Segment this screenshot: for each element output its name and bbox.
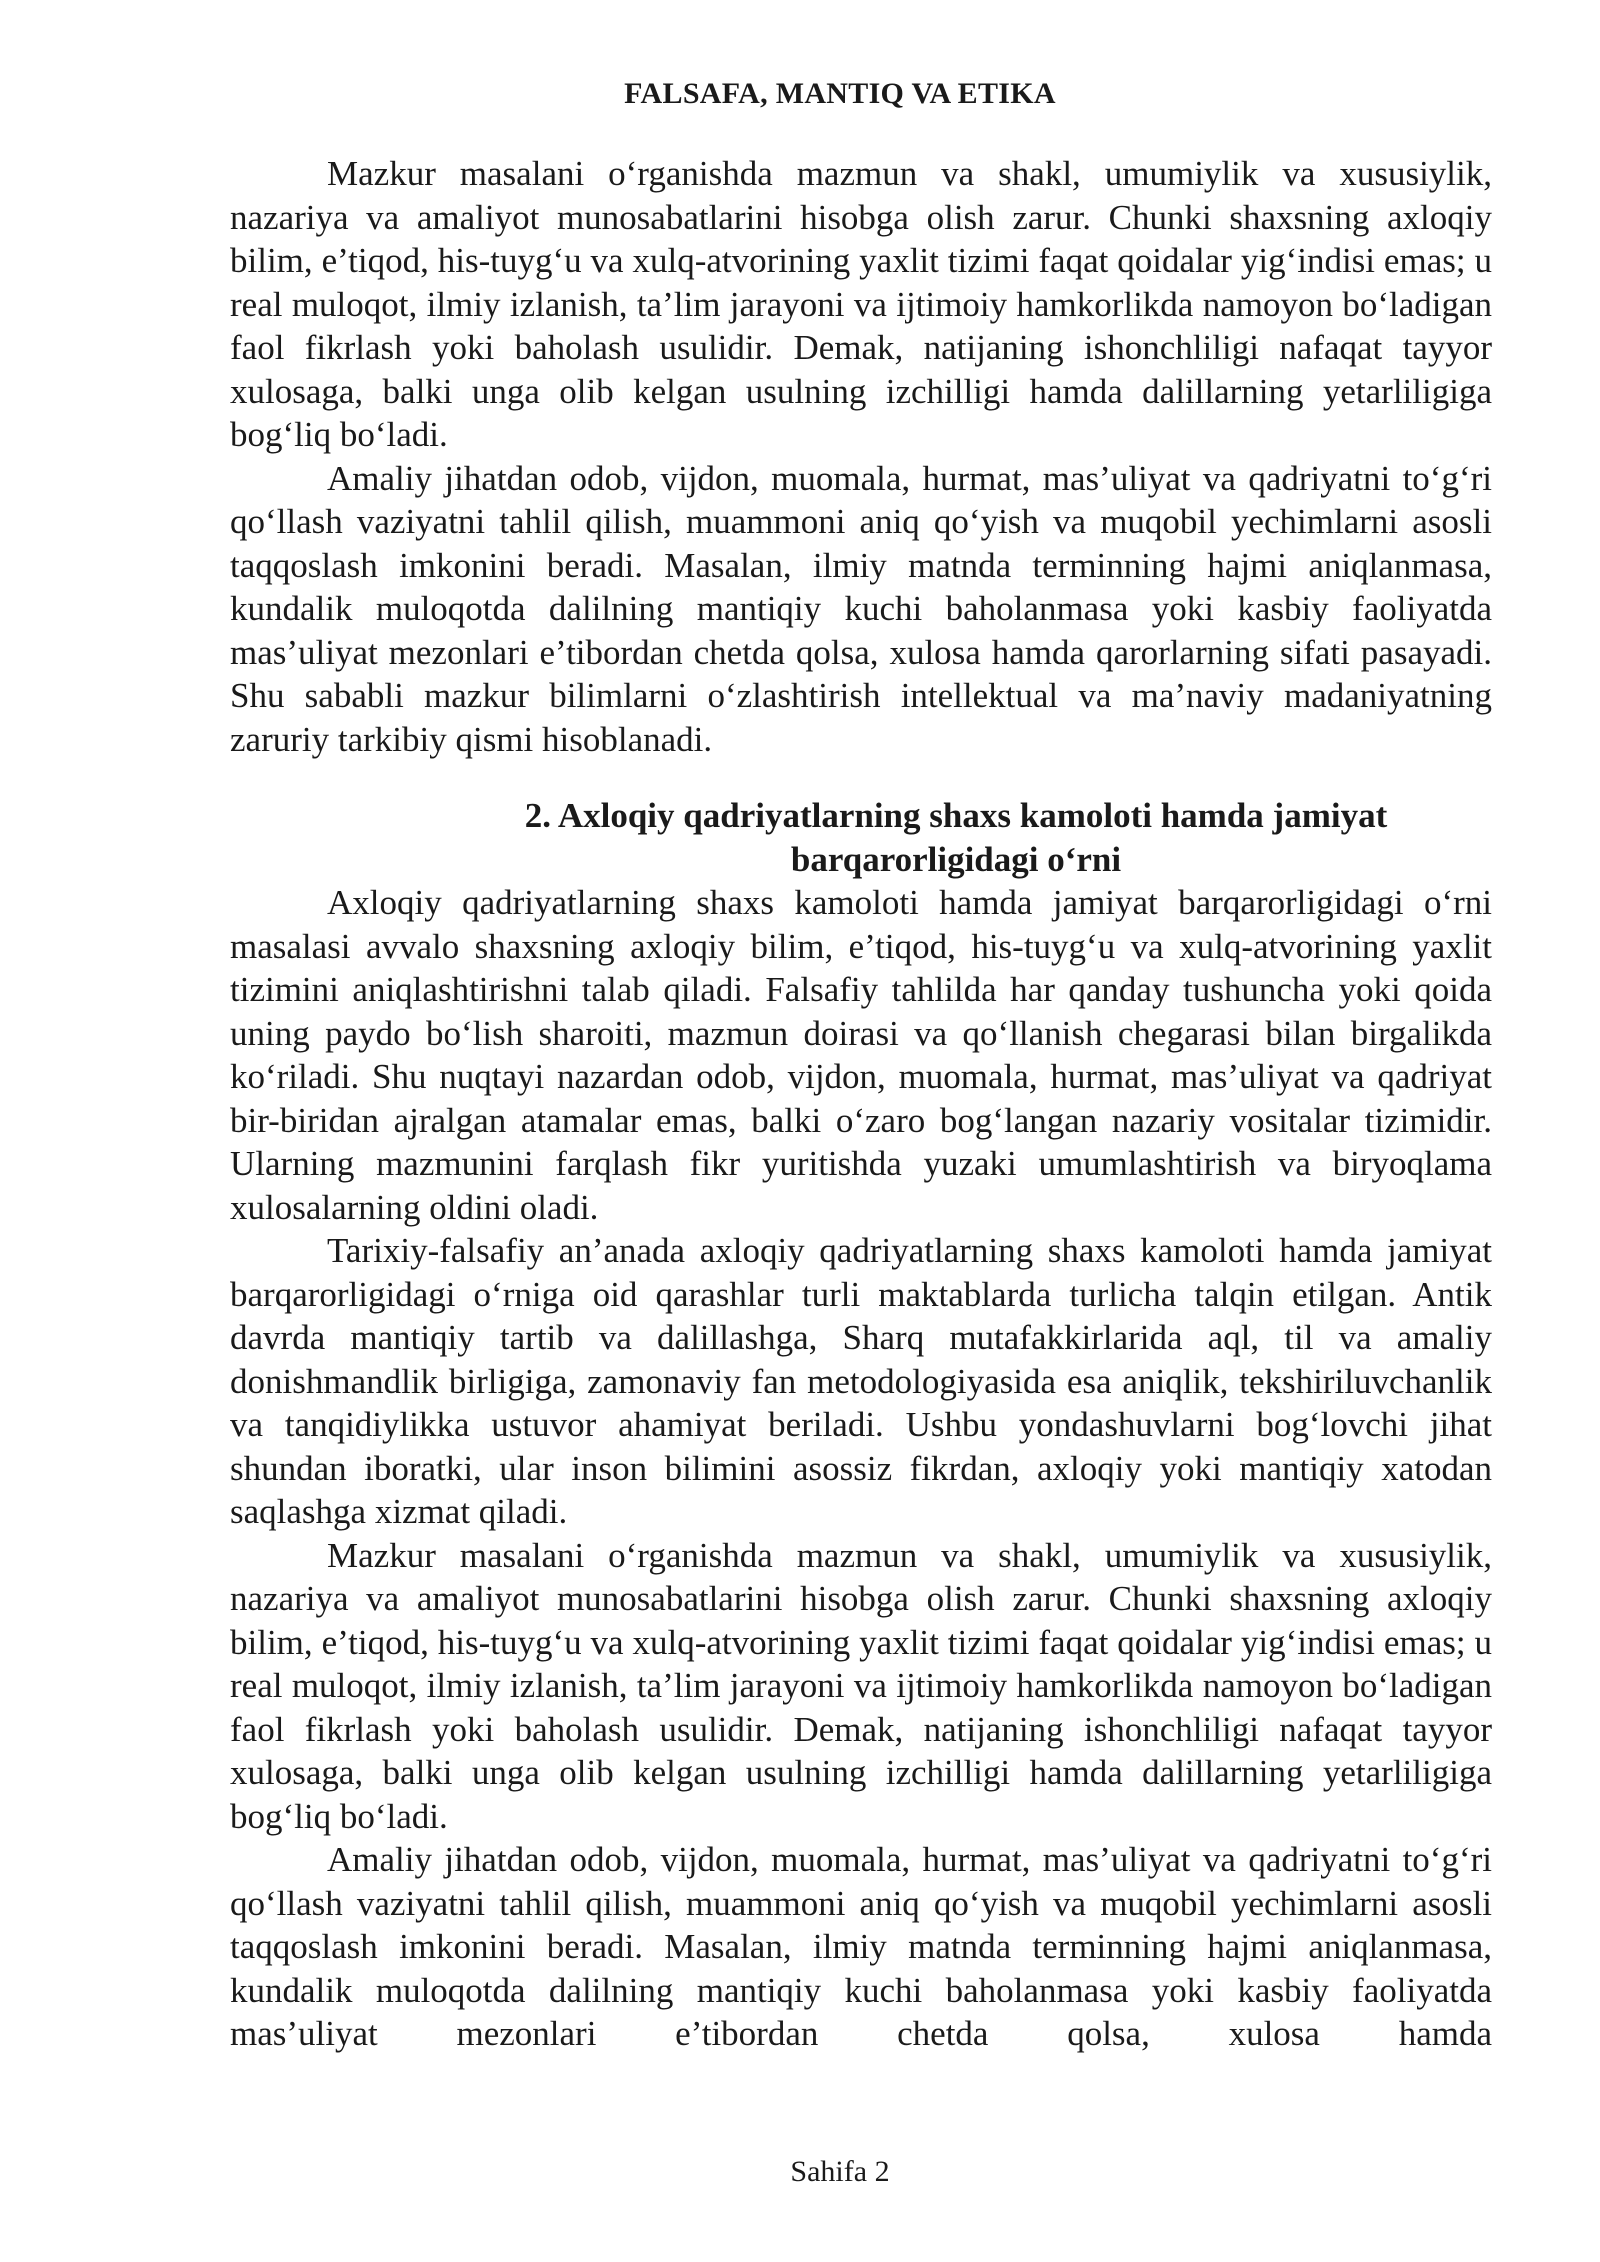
section-heading-line: 2. Axloqiy qadriyatlarning shaxs kamoloti hamda jamiyat — [524, 796, 1388, 835]
section-heading-line: barqarorligidagi o‘rni — [790, 839, 1122, 879]
paragraph: Tarixiy-falsafiy an’anada axloqiy qadriyatlarning shaxs kamoloti hamda jamiyat barqarorligidagi o‘rniga oid qarashlar turli maktablarda turlicha talqin etilgan. Antik davrda mantiqiy tartib va dalillashga, Sharq mutafakkirlarida aql, til va amaliy donishmandlik birligiga, zamonaviy fan metodologiyasida esa aniqlik, tekshiriluvchanlik va tanqidiylikka ustuvor ahamiyat beriladi. Ushbu yondashuvlarni bog‘lovchi jihat shundan iboratki, ular inson bilimini asossiz fikrdan, axloqiy yoki mantiqiy xatodan saqlashga xizmat qiladi. — [230, 1231, 1492, 1531]
running-header: FALSAFA, MANTIQ VA ETIKA — [624, 77, 1056, 110]
paragraph: Mazkur masalani o‘rganishda mazmun va shakl, umumiylik va xususiylik, nazariya va amaliyot munosabatlarini hisobga olish zarur. Chunki shaxsning axloqiy bilim, e’tiqod, his-tuyg‘u va xulq-atvorining yaxlit tizimi faqat qoidalar yig‘indisi emas; u real muloqot, ilmiy izlanish, ta’lim jarayoni va ijtimoiy hamkorlikda namoyon bo‘ladigan faol fikrlash yoki baholash usulidir. Demak, natijaning ishonchliligi nafaqat tayyor xulosaga, balki unga olib kelgan usulning izchilligi hamda dalillarning yetarliligiga bog‘liq bo‘ladi. — [230, 1535, 1492, 1836]
page-number: Sahifa 2 — [790, 2155, 890, 2188]
paragraph: Axloqiy qadriyatlarning shaxs kamoloti hamda jamiyat barqarorligidagi o‘rni masalasi avvalo shaxsning axloqiy bilim, e’tiqod, his-tuyg‘u va xulq-atvorining yaxlit tizimini aniqlashtirishni talab qiladi. Falsafiy tahlilda har qanday tushuncha yoki qoida uning paydo bo‘lish sharoiti, mazmun doirasi va qo‘llanish chegarasi bilan birgalikda ko‘riladi. Shu nuqtayi nazardan odob, vijdon, muomala, hurmat, mas’uliyat va qadriyat bir-biridan ajralgan atamalar emas, balki o‘zaro bog‘langan nazariy vositalar tizimidir. Ularning mazmunini farqlash fikr yuritishda yuzaki umumlashtirish va biryoqlama xulosalarning oldini oladi. — [230, 883, 1492, 1227]
section-heading — [230, 794, 1492, 881]
paragraph: Amaliy jihatdan odob, vijdon, muomala, hurmat, mas’uliyat va qadriyatni to‘g‘ri qo‘llash vaziyatni tahlil qilish, muammoni aniq qo‘yish va muqobil yechimlarni asosli taqqoslash imkonini beradi. Masalan, ilmiy matnda terminning hajmi aniqlanmasa, kundalik muloqotda dalilning mantiqiy kuchi baholanmasa yoki kasbiy faoliyatda mas’uliyat mezonlari e’tibordan chetda qolsa, xulosa hamda qarorlarning sifati pasayadi. Shu sababli mazkur bilimlarni o‘zlashtirish intellektual va ma’naviy madaniyatning zaruriy tarkibiy qismi hisoblanadi. — [230, 458, 1492, 759]
page-body — [230, 152, 1492, 2056]
paragraph: Amaliy jihatdan odob, vijdon, muomala, hurmat, mas’uliyat va qadriyatni to‘g‘ri qo‘llash vaziyatni tahlil qilish, muammoni aniq qo‘yish va muqobil yechimlarni asosli taqqoslash imkonini beradi. Masalan, ilmiy matnda terminning hajmi aniqlanmasa, kundalik muloqotda dalilning mantiqiy kuchi baholanmasa yoki kasbiy faoliyatda mas’uliyat mezonlari e’tibordan chetda qolsa, xulosa hamda — [230, 1840, 1492, 2053]
paragraph: Mazkur masalani o‘rganishda mazmun va shakl, umumiylik va xususiylik, nazariya va amaliyot munosabatlarini hisobga olish zarur. Chunki shaxsning axloqiy bilim, e’tiqod, his-tuyg‘u va xulq-atvorining yaxlit tizimi faqat qoidalar yig‘indisi emas; u real muloqot, ilmiy izlanish, ta’lim jarayoni va ijtimoiy hamkorlikda namoyon bo‘ladigan faol fikrlash yoki baholash usulidir. Demak, natijaning ishonchliligi nafaqat tayyor xulosaga, balki unga olib kelgan usulning izchilligi hamda dalillarning yetarliligiga bog‘liq bo‘ladi. — [230, 154, 1492, 454]
